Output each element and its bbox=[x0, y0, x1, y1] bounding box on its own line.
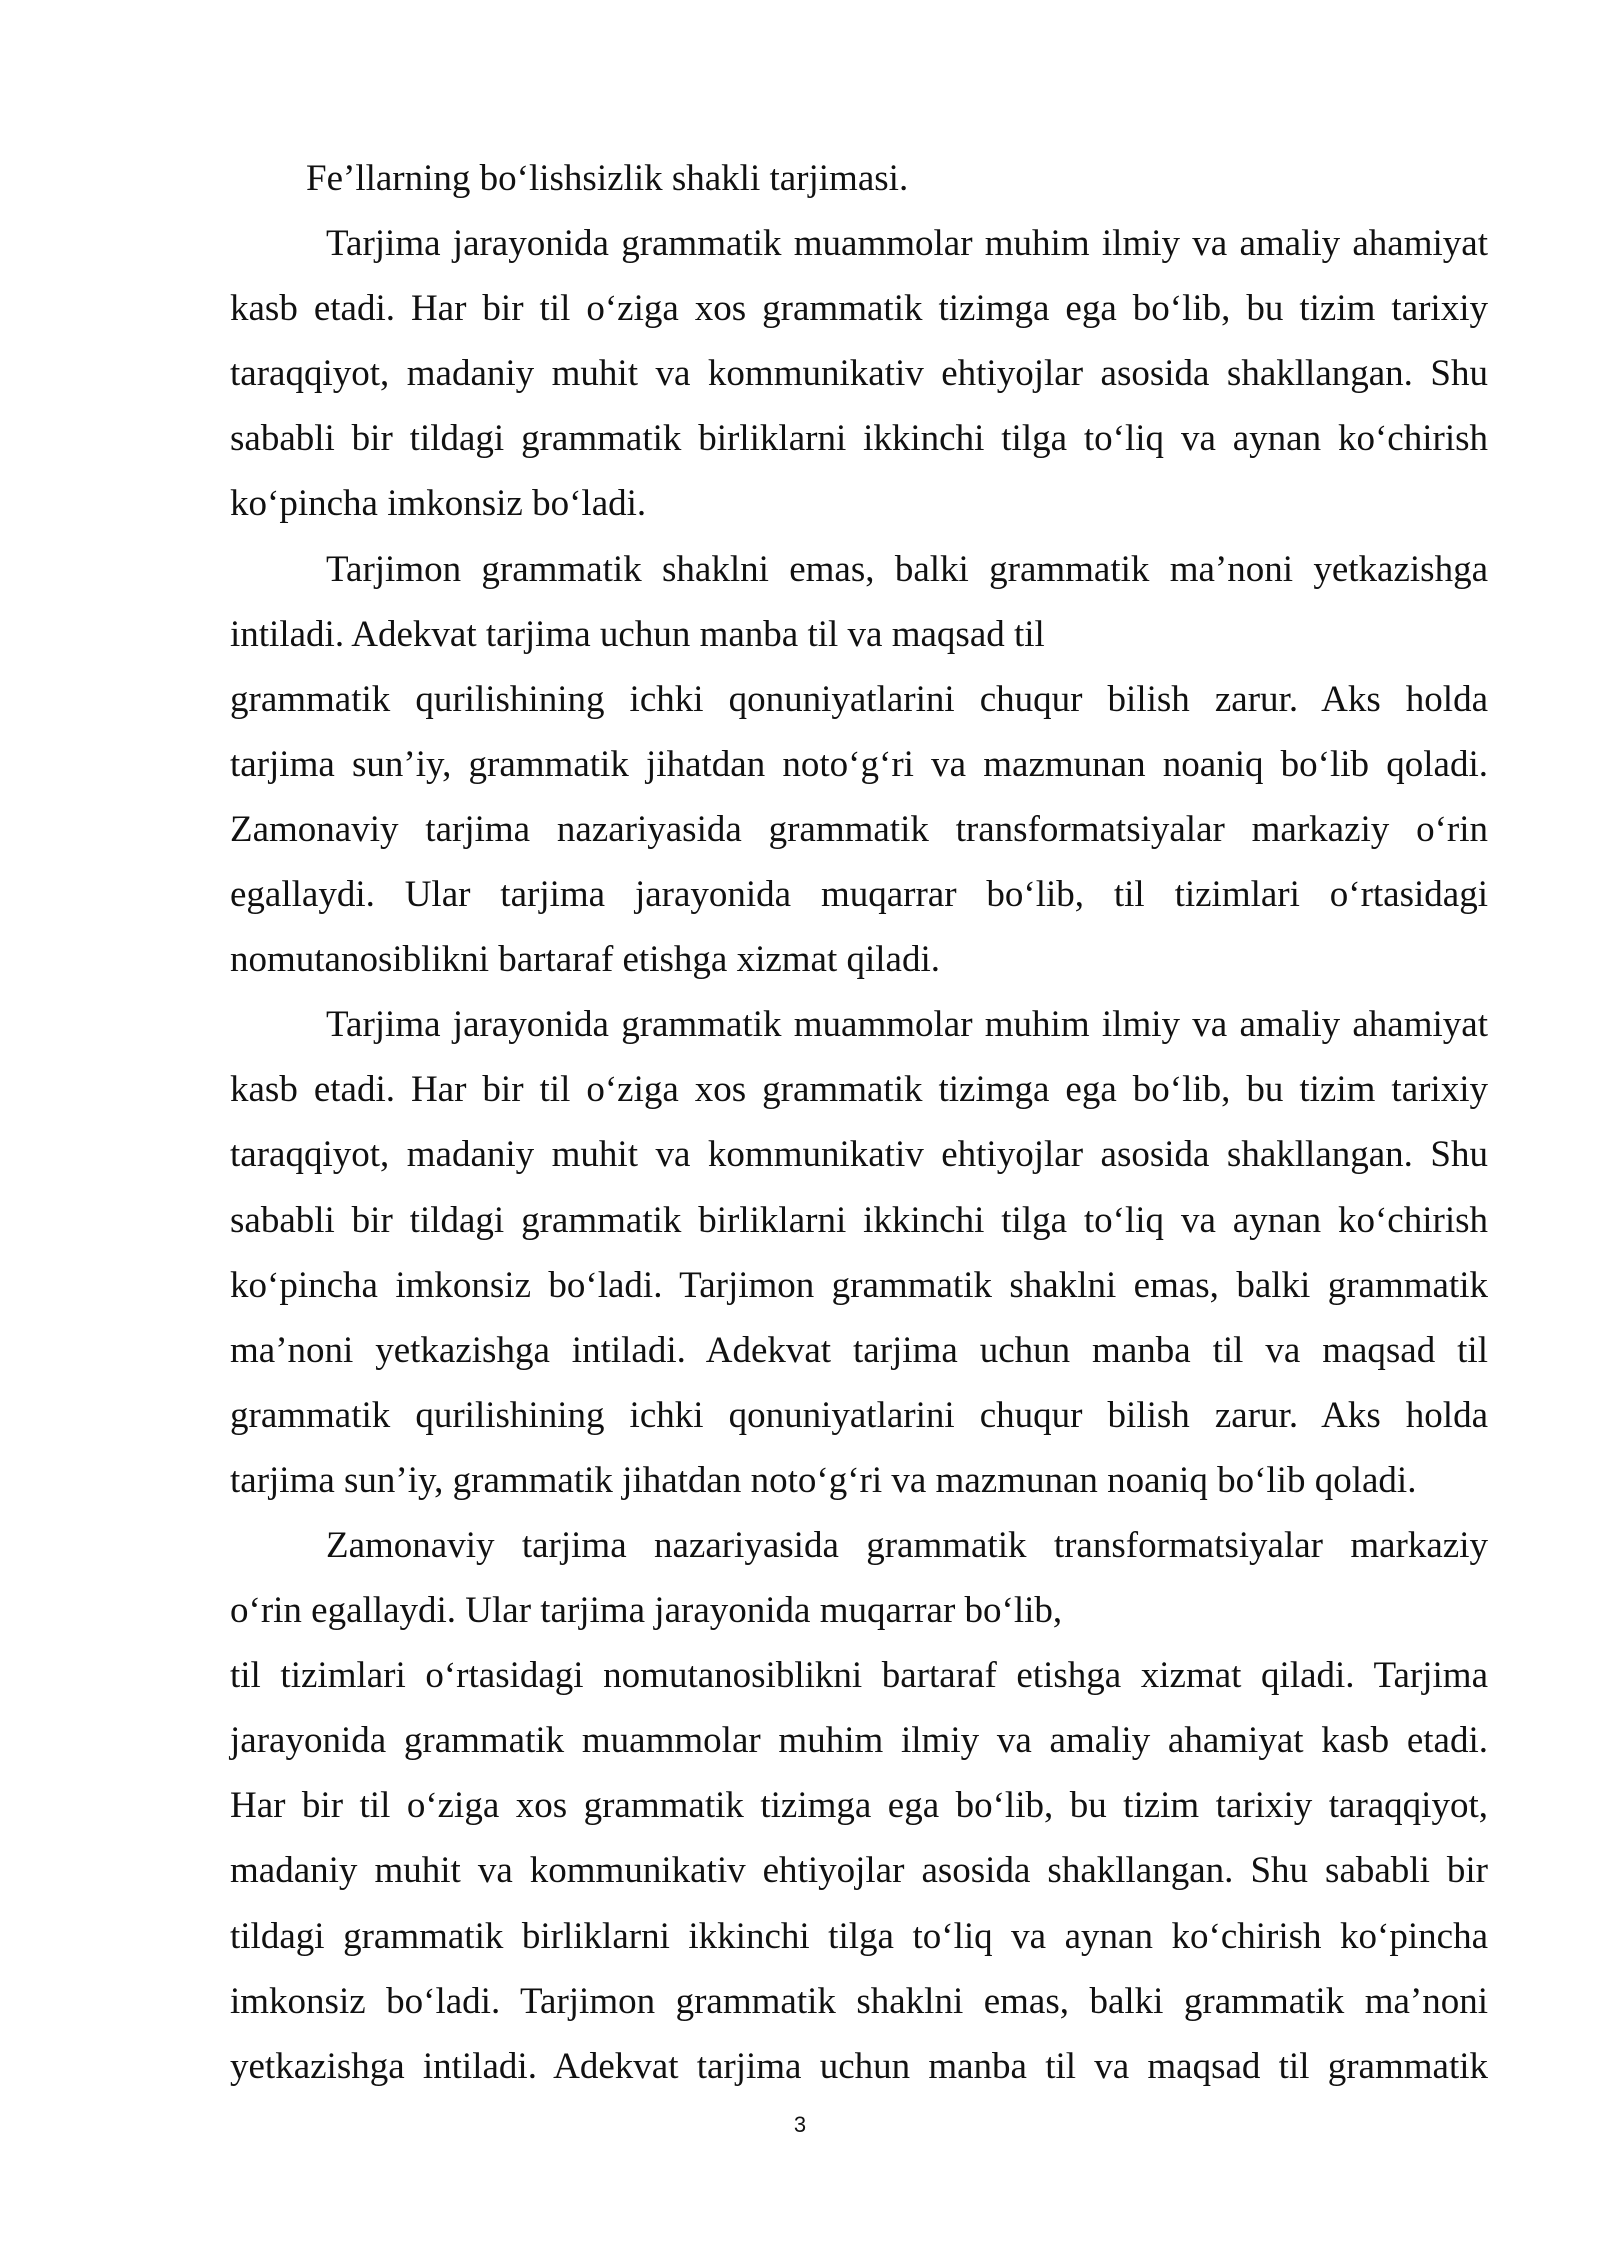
document-body bbox=[230, 146, 1488, 2099]
text-line: kasb etadi. Har bir til o‘ziga xos grammatik tizimga ega bo‘lib, bu tizim tarixiy bbox=[230, 1069, 1488, 1111]
heading-line: Fe’llarning bo‘lishsizlik shakli tarjimasi. bbox=[306, 158, 909, 199]
text-line: kasb etadi. Har bir til o‘ziga xos grammatik tizimga ega bo‘lib, bu tizim tarixiy bbox=[230, 288, 1488, 330]
text-line: o‘rin egallaydi. Ular tarjima jarayonida muqarrar bo‘lib, bbox=[230, 1590, 1063, 1632]
text-line: madaniy muhit va kommunikativ ehtiyojlar asosida shakllangan. Shu sababli bir bbox=[230, 1850, 1488, 1892]
text-line: Zamonaviy tarjima nazariyasida grammatik transformatsiyalar markaziy o‘rin bbox=[230, 808, 1488, 850]
text-line: Tarjimon grammatik shaklni emas, balki grammatik ma’noni yetkazishga bbox=[326, 548, 1488, 590]
text-line: tildagi grammatik birliklarni ikkinchi tilga to‘liq va aynan ko‘chirish ko‘pincha bbox=[230, 1915, 1488, 1957]
text-line: imkonsiz bo‘ladi. Tarjimon grammatik shaklni emas, balki grammatik ma’noni bbox=[230, 1980, 1488, 2022]
text-line: sababli bir tildagi grammatik birliklarni ikkinchi tilga to‘liq va aynan ko‘chirish bbox=[230, 1199, 1488, 1241]
text-line: grammatik qurilishining ichki qonuniyatlarini chuqur bilish zarur. Aks holda bbox=[230, 678, 1488, 720]
text-line: taraqqiyot, madaniy muhit va kommunikativ ehtiyojlar asosida shakllangan. Shu bbox=[230, 1134, 1488, 1176]
text-line: Zamonaviy tarjima nazariyasida grammatik transformatsiyalar markaziy bbox=[326, 1524, 1488, 1566]
text-line: nomutanosiblikni bartaraf etishga xizmat qiladi. bbox=[230, 939, 941, 981]
text-line: grammatik qurilishining ichki qonuniyatlarini chuqur bilish zarur. Aks holda bbox=[230, 1394, 1488, 1436]
text-line: tarjima sun’iy, grammatik jihatdan noto‘g‘ri va mazmunan noaniq bo‘lib qoladi. bbox=[230, 743, 1488, 785]
text-line: til tizimlari o‘rtasidagi nomutanosiblikni bartaraf etishga xizmat qiladi. Tarjima bbox=[230, 1655, 1488, 1697]
text-line: jarayonida grammatik muammolar muhim ilmiy va amaliy ahamiyat kasb etadi. bbox=[230, 1720, 1488, 1762]
text-line: Tarjima jarayonida grammatik muammolar muhim ilmiy va amaliy ahamiyat bbox=[326, 223, 1488, 265]
text-line: Har bir til o‘ziga xos grammatik tizimga ega bo‘lib, bu tizim tarixiy taraqqiyot, bbox=[230, 1785, 1488, 1827]
text-line: yetkazishga intiladi. Adekvat tarjima uchun manba til va maqsad til grammatik bbox=[230, 2045, 1488, 2087]
text-line: ma’noni yetkazishga intiladi. Adekvat tarjima uchun manba til va maqsad til bbox=[230, 1329, 1488, 1371]
text-line: taraqqiyot, madaniy muhit va kommunikativ ehtiyojlar asosida shakllangan. Shu bbox=[230, 353, 1488, 395]
text-line: intiladi. Adekvat tarjima uchun manba til va maqsad til bbox=[230, 613, 1045, 655]
text-line: egallaydi. Ular tarjima jarayonida muqarrar bo‘lib, til tizimlari o‘rtasidagi bbox=[230, 874, 1488, 916]
text-line: Tarjima jarayonida grammatik muammolar muhim ilmiy va amaliy ahamiyat bbox=[326, 1004, 1488, 1046]
text-line: sababli bir tildagi grammatik birliklarni ikkinchi tilga to‘liq va aynan ko‘chirish bbox=[230, 418, 1488, 460]
text-line: ko‘pincha imkonsiz bo‘ladi. Tarjimon grammatik shaklni emas, balki grammatik bbox=[230, 1264, 1488, 1306]
page-number: 3 bbox=[793, 2112, 807, 2137]
text-line: tarjima sun’iy, grammatik jihatdan noto‘g‘ri va mazmunan noaniq bo‘lib qoladi. bbox=[230, 1459, 1417, 1501]
text-line: ko‘pincha imkonsiz bo‘ladi. bbox=[230, 483, 647, 525]
